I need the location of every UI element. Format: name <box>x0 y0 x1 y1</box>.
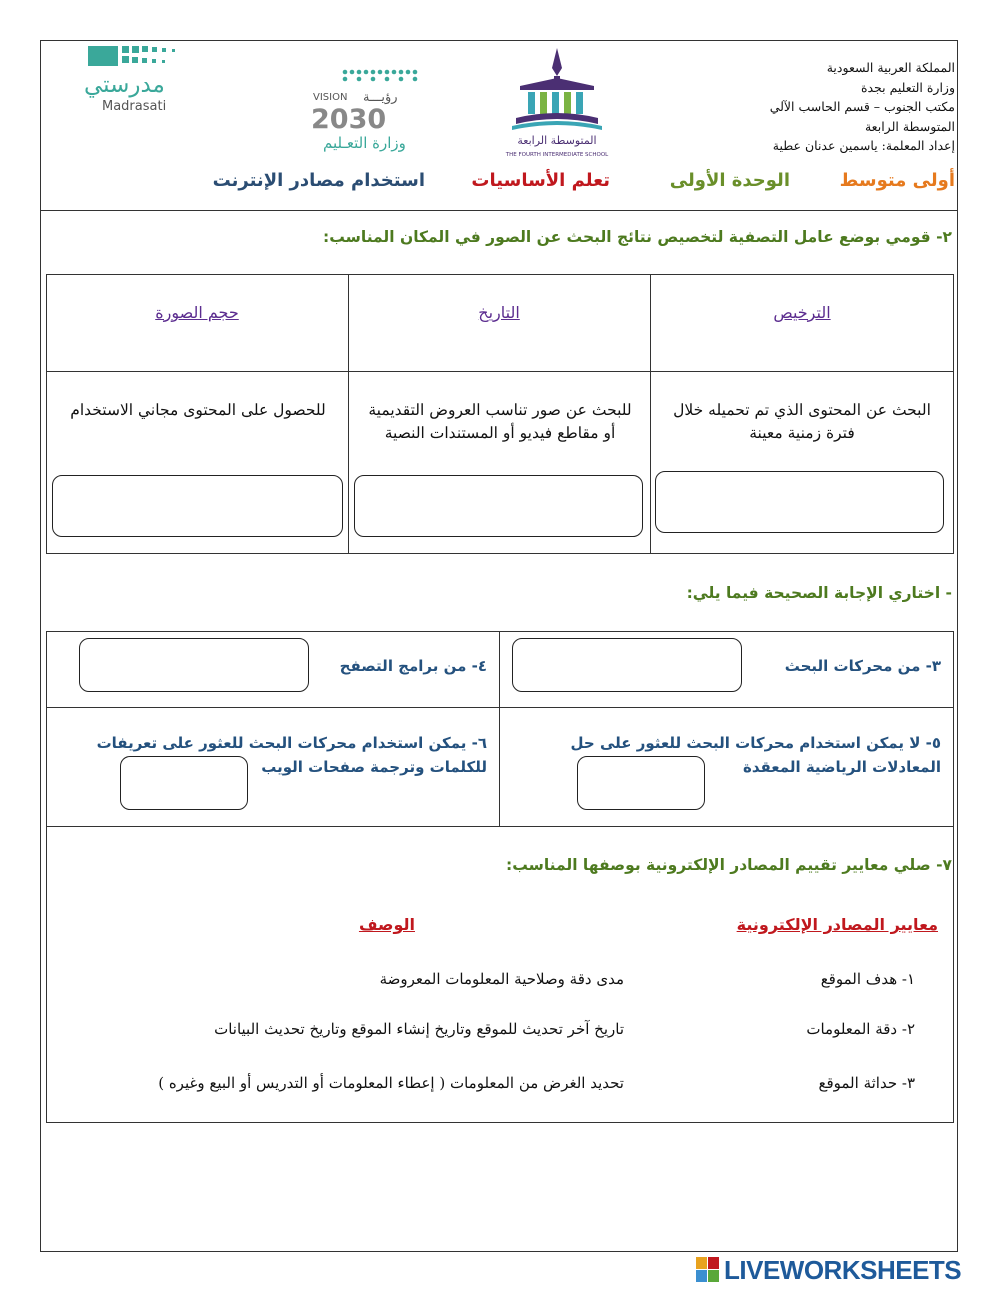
header-line-teacher: إعداد المعلمة: ياسمين عدنان عطية <box>772 138 955 153</box>
lesson-label: تعلم الأساسيات <box>471 170 610 191</box>
option-date[interactable]: التاريخ <box>478 303 520 322</box>
header-line-country: المملكة العربية السعودية <box>826 60 955 75</box>
drop-box-3[interactable] <box>52 475 343 537</box>
question3-text: ٣- من محركات البحث <box>784 657 941 675</box>
liveworksheets-brand[interactable] <box>696 1254 961 1286</box>
header-line-school: المتوسطة الرابعة <box>864 118 955 134</box>
liveworksheets-badge <box>696 1284 698 1285</box>
grade-label: أولى متوسط <box>839 170 955 191</box>
topic-label: استخدام مصادر الإنترنت <box>212 170 425 191</box>
question2-title: ٢- قومي بوضع عامل التصفية لتخصيص نتائج البحث عن الصور في المكان المناسب: <box>323 228 952 246</box>
question7-title: ٧- صلي معايير تقييم المصادر الإلكترونية بوصفها المناسب: <box>506 856 952 874</box>
vision-2030-logo <box>305 66 425 152</box>
description-type-filter: للبحث عن صور تناسب العروض التقديمية أو مقاطع فيديو أو المستندات النصية <box>368 401 632 442</box>
question6-text: ٦- يمكن استخدام محركات البحث للعثور على تعريفات للكلمات وترجمة صفحات الويب <box>96 734 487 776</box>
madrasati-en: Madrasati <box>102 99 167 114</box>
vision-word: VISION <box>313 92 348 103</box>
drop-box-1[interactable] <box>655 471 944 533</box>
header-line-office: مكتب الجنوب – قسم الحاسب الآلي <box>769 99 955 114</box>
mcq-table <box>46 631 954 827</box>
subject-row <box>212 170 955 200</box>
ministry-name: وزارة التعـليم <box>323 134 406 152</box>
description-header: الوصف <box>358 915 415 934</box>
unit-label: الوحدة الأولى <box>669 170 790 191</box>
description-license-filter: للحصول على المحتوى مجاني الاستخدام <box>70 401 326 419</box>
answer-box-q5[interactable] <box>577 756 705 810</box>
mcq-title: - اختاري الإجابة الصحيحة فيما يلي: <box>686 584 952 602</box>
header-info <box>695 58 955 156</box>
option-license[interactable]: الترخيص <box>773 303 831 322</box>
criterion-2[interactable]: ٢- دقة المعلومات <box>806 1020 915 1038</box>
madrasati-ar: مدرستي <box>84 72 165 98</box>
header-line-ministry: وزارة التعليم بجدة <box>860 79 955 95</box>
answer-box-q4[interactable] <box>79 638 309 692</box>
liveworksheets-text: LIVEWORKSHEETS <box>724 1254 962 1285</box>
header-divider <box>41 210 957 211</box>
answer-box-q6[interactable] <box>120 756 248 810</box>
school-name-en: THE FOURTH INTERMEDIATE SCHOOL <box>505 152 609 158</box>
question4-text: ٤- من برامج التصفح <box>339 657 487 675</box>
school-name-ar: المتوسطة الرابعة <box>517 134 597 147</box>
liveworksheets-badge-icon <box>696 1257 720 1283</box>
drop-box-2[interactable] <box>354 475 643 537</box>
vision-year: 2030 <box>311 104 387 135</box>
vision-logo-icon <box>305 66 425 152</box>
question5-text: ٥- لا يمكن استخدام محركات البحث للعثور على حل المعادلات الرياضية المعقدة <box>570 734 941 776</box>
school-logo <box>490 46 625 161</box>
description-date-filter: البحث عن المحتوى الذي تم تحميله خلال فترة زمنية معينة <box>673 401 931 442</box>
criterion-1[interactable]: ١- هدف الموقع <box>820 970 915 988</box>
criteria-header: معايير المصادر الإلكترونية <box>736 915 938 934</box>
school-logo-icon <box>490 46 625 161</box>
match-description-3[interactable]: تحديد الغرض من المعلومات ( إعطاء المعلومات أو التدريس أو البيع وغيره ) <box>158 1074 624 1092</box>
madrasati-logo-icon <box>70 40 195 120</box>
match-description-2[interactable]: تاريخ آخر تحديث للموقع وتاريخ إنشاء الموقع وتاريخ تحديث البيانات <box>214 1020 624 1038</box>
criterion-3[interactable]: ٣- حداثة الموقع <box>818 1074 915 1092</box>
question2-table <box>46 274 954 554</box>
match-description-1[interactable]: مدى دقة وصلاحية المعلومات المعروضة <box>379 970 624 988</box>
madrasati-logo <box>70 40 195 120</box>
vision-ar: رؤيـــة <box>363 90 398 105</box>
option-image-size[interactable]: حجم الصورة <box>155 303 239 322</box>
answer-box-q3[interactable] <box>512 638 742 692</box>
